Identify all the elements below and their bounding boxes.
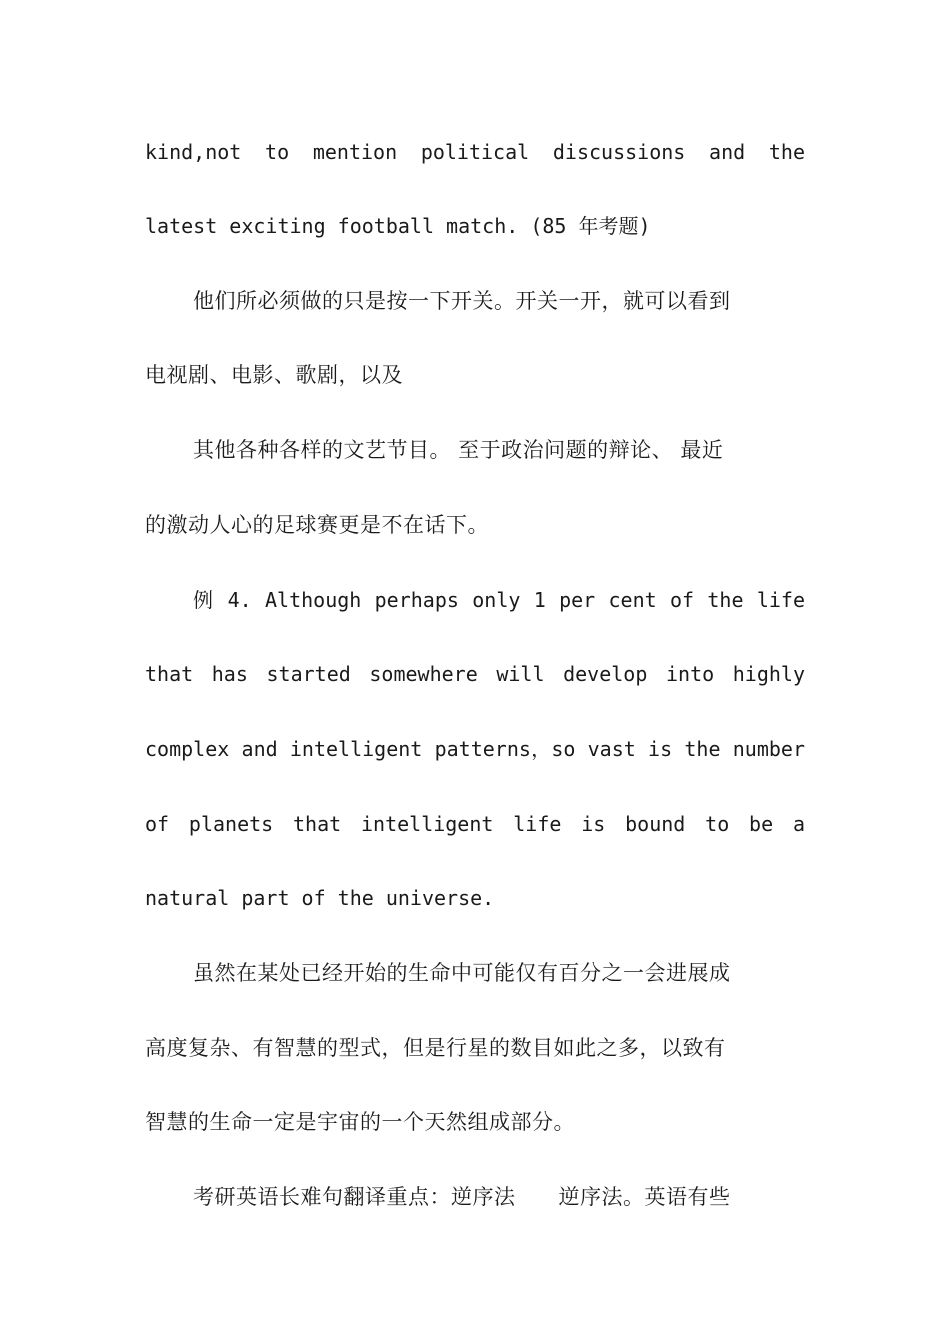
text-line-10: of planets that intelligent life is bound to be a <box>145 812 805 836</box>
text-line-7: 例 4. Although perhaps only 1 per cent of the life <box>193 588 805 612</box>
text-line-4: 电视剧、电影、歌剧，以及 <box>145 363 403 387</box>
text-line-5: 其他各种各样的文艺节目。 至于政治问题的辩论、 最近 <box>193 438 724 462</box>
text-line-11: natural part of the universe. <box>145 886 495 910</box>
text-line-2: latest exciting football match. (85 年考题) <box>145 214 651 238</box>
text-line-12: 虽然在某处已经开始的生命中可能仅有百分之一会进展成 <box>193 961 731 985</box>
text-line-1: kind,not to mention political discussions and the <box>145 140 805 164</box>
text-line-9: complex and intelligent patterns，so vast is the number <box>145 737 805 761</box>
text-line-6: 的激动人心的足球赛更是不在话下。 <box>145 513 489 537</box>
text-line-13: 高度复杂、有智慧的型式，但是行星的数目如此之多，以致有 <box>145 1036 726 1060</box>
text-line-14: 智慧的生命一定是宇宙的一个天然组成部分。 <box>145 1110 575 1134</box>
text-line-15: 考研英语长难句翻译重点：逆序法 逆序法。英语有些 <box>193 1185 731 1209</box>
text-line-8: that has started somewhere will develop into highly <box>145 662 805 686</box>
text-line-3: 他们所必须做的只是按一下开关。开关一开，就可以看到 <box>193 289 731 313</box>
